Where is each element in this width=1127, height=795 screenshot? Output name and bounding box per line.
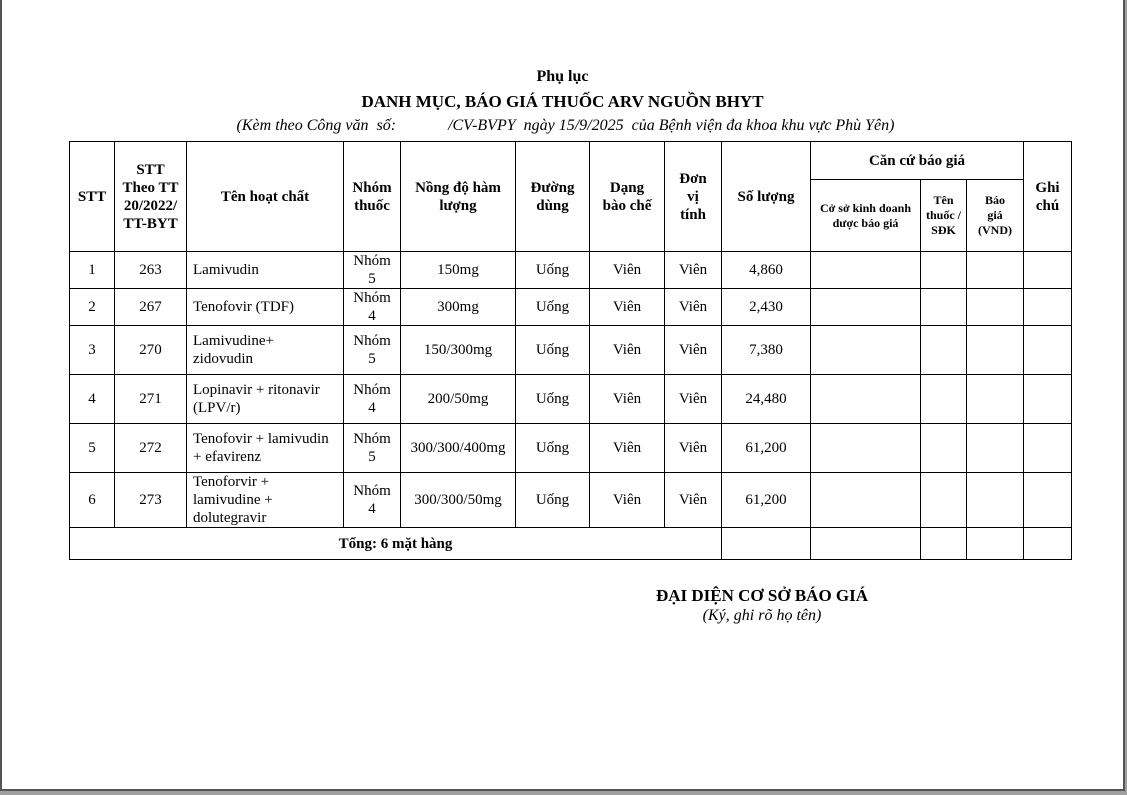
cell-nhom-thuoc: Nhóm 4 — [344, 289, 401, 326]
cell-stt: 1 — [70, 252, 115, 289]
cell-ghi-chu[interactable] — [1024, 252, 1072, 289]
signature-title: ĐẠI DIỆN CƠ SỞ BÁO GIÁ — [655, 586, 869, 605]
cell-bao-gia[interactable] — [967, 326, 1024, 375]
header-ten-thuoc-sdk: Tên thuốc / SĐK — [921, 180, 967, 252]
header-stt-tt: STT Theo TT 20/2022/ TT-BYT — [115, 142, 187, 252]
cell-dang-bao-che: Viên — [590, 424, 665, 473]
cell-nhom-thuoc: Nhóm 5 — [344, 326, 401, 375]
cell-so-luong: 61,200 — [722, 424, 811, 473]
cell-nong-do: 300mg — [401, 289, 516, 326]
cell-ten-hoat-chat: Lamivudine+ zidovudin — [187, 326, 344, 375]
cell-nhom-thuoc: Nhóm 4 — [344, 473, 401, 528]
cell-nhom-thuoc: Nhóm 4 — [344, 375, 401, 424]
cell-dang-bao-che: Viên — [590, 473, 665, 528]
cell-ten-thuoc-sdk[interactable] — [921, 289, 967, 326]
cell-co-so-kinh-doanh[interactable] — [811, 473, 921, 528]
total-row — [70, 528, 1072, 560]
header-don-vi-tinh: Đơn vị tính — [665, 142, 722, 252]
cell-nong-do: 150/300mg — [401, 326, 516, 375]
cell-stt: 2 — [70, 289, 115, 326]
cell-ten-hoat-chat: Lopinavir + ritonavir (LPV/r) — [187, 375, 344, 424]
cell-so-luong: 7,380 — [722, 326, 811, 375]
cell-don-vi-tinh: Viên — [665, 326, 722, 375]
cell-ten-hoat-chat: Tenoforvir + lamivudine + dolutegravir — [187, 473, 344, 528]
cell-ghi-chu[interactable] — [1024, 473, 1072, 528]
table-row — [70, 424, 1072, 473]
header-dang-bao-che: Dạng bào chế — [590, 142, 665, 252]
cell-so-luong: 2,430 — [722, 289, 811, 326]
cell-don-vi-tinh: Viên — [665, 375, 722, 424]
cell-don-vi-tinh: Viên — [665, 252, 722, 289]
header-nhom-thuoc: Nhóm thuốc — [344, 142, 401, 252]
cell-don-vi-tinh: Viên — [665, 289, 722, 326]
cell-ghi-chu[interactable] — [1024, 375, 1072, 424]
cell-ten-hoat-chat: Tenofovir (TDF) — [187, 289, 344, 326]
cell-ten-thuoc-sdk[interactable] — [921, 252, 967, 289]
cell-bao-gia[interactable] — [967, 289, 1024, 326]
cell-co-so-kinh-doanh[interactable] — [811, 375, 921, 424]
cell-co-so-kinh-doanh[interactable] — [811, 252, 921, 289]
cell-ghi-chu[interactable] — [1024, 289, 1072, 326]
document-title: DANH MỤC, BÁO GIÁ THUỐC ARV NGUỒN BHYT — [361, 92, 764, 111]
table-row — [70, 375, 1072, 424]
document-subtitle: (Kèm theo Công văn số: /CV-BVPY ngày 15/9/2025 của Bệnh viện đa khoa khu vực Phù Yên) — [236, 117, 895, 134]
cell-co-so-kinh-doanh[interactable] — [811, 424, 921, 473]
cell-ghi-chu[interactable] — [1024, 424, 1072, 473]
total-ten-thuoc — [921, 528, 967, 560]
drug-price-table — [69, 141, 1072, 560]
cell-so-luong: 24,480 — [722, 375, 811, 424]
cell-stt-tt: 273 — [115, 473, 187, 528]
cell-nong-do: 200/50mg — [401, 375, 516, 424]
cell-ten-hoat-chat: Tenofovir + lamivudin + efavirenz — [187, 424, 344, 473]
table-row — [70, 326, 1072, 375]
cell-stt-tt: 270 — [115, 326, 187, 375]
cell-stt: 5 — [70, 424, 115, 473]
cell-bao-gia[interactable] — [967, 473, 1024, 528]
cell-bao-gia[interactable] — [967, 424, 1024, 473]
cell-nhom-thuoc: Nhóm 5 — [344, 424, 401, 473]
cell-duong-dung: Uống — [516, 424, 590, 473]
cell-stt: 4 — [70, 375, 115, 424]
cell-dang-bao-che: Viên — [590, 375, 665, 424]
cell-nong-do: 150mg — [401, 252, 516, 289]
cell-duong-dung: Uống — [516, 252, 590, 289]
cell-duong-dung: Uống — [516, 473, 590, 528]
cell-stt: 3 — [70, 326, 115, 375]
cell-ten-thuoc-sdk[interactable] — [921, 473, 967, 528]
appendix-label: Phụ lục — [536, 68, 589, 85]
cell-ten-thuoc-sdk[interactable] — [921, 424, 967, 473]
cell-co-so-kinh-doanh[interactable] — [811, 326, 921, 375]
cell-duong-dung: Uống — [516, 289, 590, 326]
cell-dang-bao-che: Viên — [590, 289, 665, 326]
cell-so-luong: 4,860 — [722, 252, 811, 289]
header-bao-gia-vnd: Báo giá (VND) — [967, 180, 1024, 252]
header-ten-hoat-chat: Tên hoạt chất — [187, 142, 344, 252]
cell-dang-bao-che: Viên — [590, 252, 665, 289]
cell-ten-hoat-chat: Lamivudin — [187, 252, 344, 289]
header-can-cu-bao-gia: Căn cứ báo giá — [811, 142, 1024, 180]
cell-bao-gia[interactable] — [967, 375, 1024, 424]
cell-stt-tt: 267 — [115, 289, 187, 326]
cell-nong-do: 300/300/50mg — [401, 473, 516, 528]
cell-stt-tt: 263 — [115, 252, 187, 289]
cell-bao-gia[interactable] — [967, 252, 1024, 289]
cell-stt-tt: 271 — [115, 375, 187, 424]
table-row — [70, 289, 1072, 326]
header-nong-do: Nồng độ hàm lượng — [401, 142, 516, 252]
cell-ghi-chu[interactable] — [1024, 326, 1072, 375]
signature-note: (Ký, ghi rõ họ tên) — [702, 607, 822, 624]
cell-co-so-kinh-doanh[interactable] — [811, 289, 921, 326]
cell-stt: 6 — [70, 473, 115, 528]
cell-ten-thuoc-sdk[interactable] — [921, 326, 967, 375]
total-co-so — [811, 528, 921, 560]
cell-stt-tt: 272 — [115, 424, 187, 473]
total-label: Tổng: 6 mặt hàng — [70, 528, 722, 560]
header-co-so-kinh-doanh: Cở sở kinh doanh dược báo giá — [811, 180, 921, 252]
total-ghi-chu — [1024, 528, 1072, 560]
header-stt: STT — [70, 142, 115, 252]
cell-duong-dung: Uống — [516, 326, 590, 375]
cell-dang-bao-che: Viên — [590, 326, 665, 375]
total-so-luong — [722, 528, 811, 560]
cell-ten-thuoc-sdk[interactable] — [921, 375, 967, 424]
cell-don-vi-tinh: Viên — [665, 424, 722, 473]
total-bao-gia — [967, 528, 1024, 560]
header-duong-dung: Đường dùng — [516, 142, 590, 252]
cell-nong-do: 300/300/400mg — [401, 424, 516, 473]
header-so-luong: Số lượng — [722, 142, 811, 252]
cell-don-vi-tinh: Viên — [665, 473, 722, 528]
cell-so-luong: 61,200 — [722, 473, 811, 528]
table-row — [70, 473, 1072, 528]
cell-duong-dung: Uống — [516, 375, 590, 424]
header-ghi-chu: Ghi chú — [1024, 142, 1072, 252]
cell-nhom-thuoc: Nhóm 5 — [344, 252, 401, 289]
table-row — [70, 252, 1072, 289]
